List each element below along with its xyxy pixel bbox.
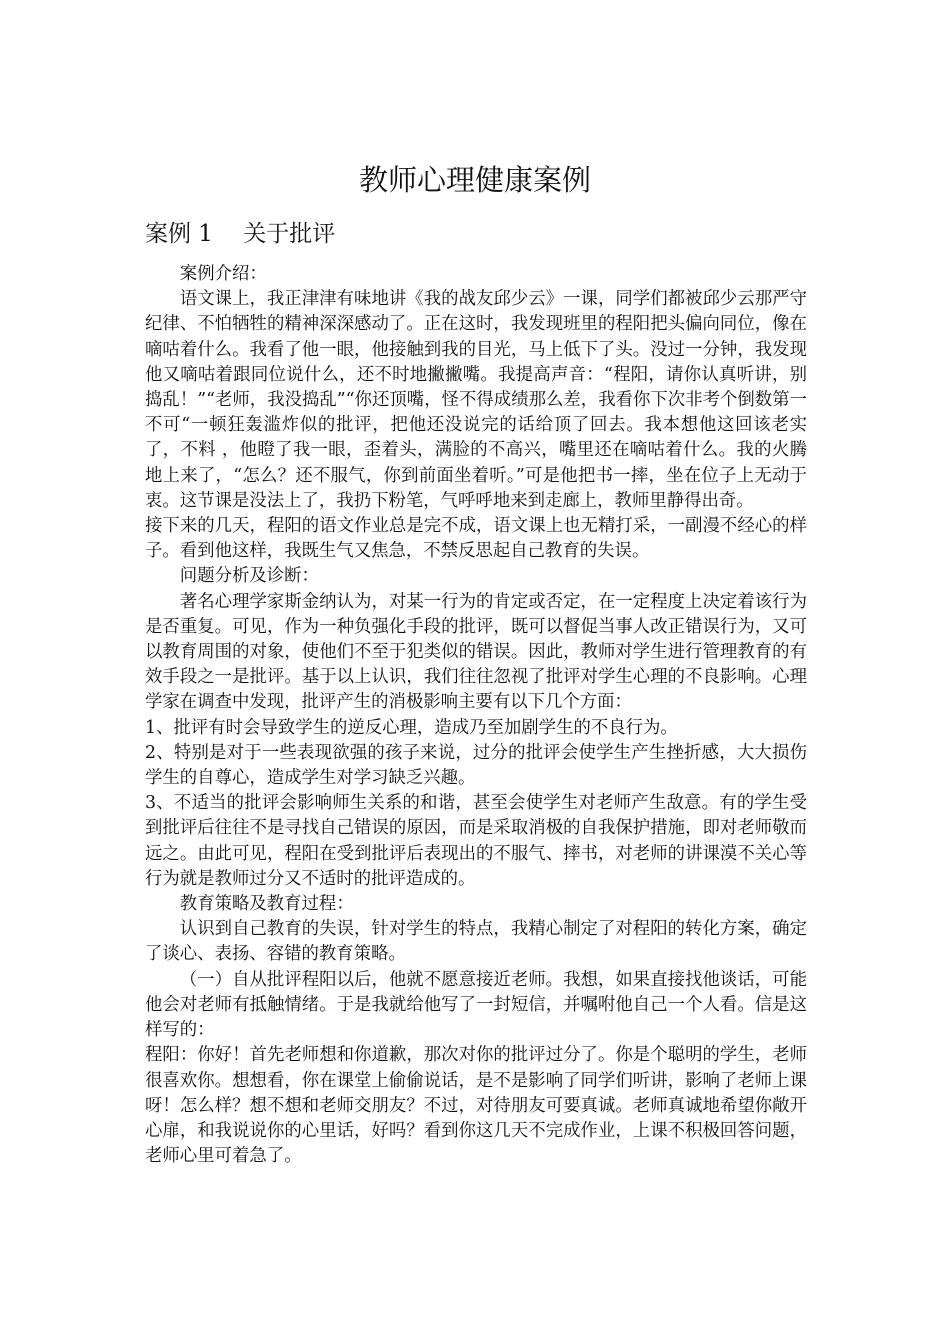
list-item-2: 2、特别是对于一些表现欲强的孩子来说，过分的批评会使学生产生挫折感，大大损伤学生的自尊心，造成学生对学习缺乏兴趣。 bbox=[145, 742, 807, 789]
document-body bbox=[145, 262, 807, 1169]
paragraph-step-one: （一）自从批评程阳以后，他就不愿意接近老师。我想，如果直接找他谈话，可能他会对老师有抵触情绪。于是我就给他写了一封短信，并嘱咐他自己一个人看。信是这样写的： bbox=[145, 969, 807, 1041]
paragraph-case-intro-label: 案例介绍： bbox=[179, 264, 267, 284]
paragraph-strategy: 认识到自己教育的失误，针对学生的特点，我精心制定了对程阳的转化方案，确定了谈心、表扬、容错的教育策略。 bbox=[145, 919, 807, 965]
paragraph-letter: 程阳：你好！首先老师想和你道歉，那次对你的批评过分了。你是个聪明的学生，老师很喜欢你。想想看，你在课堂上偷偷说话，是不是影响了同学们听讲，影响了老师上课呀！怎么样？想不想和老师交朋友？不过，对待朋友可要真诚。老师真诚地希望你敞开心扉，和我说说你的心里话，好吗？看到你这几天不完成作业，上课不积极回答问题，老师心里可着急了。 bbox=[145, 1045, 807, 1167]
paragraph-case-story: 语文课上，我正津津有味地讲《我的战友邱少云》一课，同学们都被邱少云那严守纪律、不怕牺牲的精神深深感动了。正在这时，我发现班里的程阳把头偏向同位，像在嘀咕着什么。我看了他一眼，他接触到我的目光，马上低下了头。没过一分钟，我发现他又嘀咕着跟同位说什么，还不时地撇撇嘴。我提高声音：“程阳，请你认真听讲，别捣乱！”“老师，我没捣乱”“你还顶嘴，怪不得成绩那么差，我看你下次非考个倒数第一不可“一顿狂轰滥炸似的批评，把他还没说完的话给顶了回去。我本想他这回该老实了，不料 ，他瞪了我一眼，歪着头，满脸的不高兴，嘴里还在嘀咕着什么。我的火腾地上来了，“怎么？还不服气，你到前面坐着听。”可是他把书一摔，坐在位子上无动于衷。这节课是没法上了，我扔下粉笔，气呼呼地来到走廊上，教师里静得出奇。 bbox=[145, 289, 807, 511]
list-item-3: 3、不适当的批评会影响师生关系的和谐，甚至会使学生对老师产生敌意。有的学生受到批评后往往不是寻找自己错误的原因，而是采取消极的自我保护措施，即对老师敬而远之。由此可见，程阳在受到批评后表现出的不服气、摔书，对老师的讲课漠不关心等行为就是教师过分又不适时的批评造成的。 bbox=[145, 793, 807, 889]
paragraph-following-days: 接下来的几天，程阳的语文作业总是完不成，语文课上也无精打采，一副漫不经心的样子。看到他这样，我既生气又焦急，不禁反思起自己教育的失误。 bbox=[145, 516, 807, 562]
paragraph-analysis: 著名心理学家斯金纳认为，对某一行为的肯定或否定，在一定程度上决定着该行为是否重复。可见，作为一种负强化手段的批评，既可以督促当事人改正错误行为，又可以教育周围的对象，使他们不至于犯类似的错误。因此，教师对学生进行管理教育的有效手段之一是批评。基于以上认识，我们往往忽视了批评对学生心理的不良影响。心理学家在调查中发现，批评产生的消极影响主要有以下几个方面： bbox=[145, 591, 807, 713]
paragraph-strategy-label: 教育策略及教育过程： bbox=[179, 894, 354, 915]
paragraph-analysis-label: 问题分析及诊断： bbox=[179, 566, 319, 587]
document-title: 教师心理健康案例 bbox=[358, 163, 591, 197]
list-item-1: 1、批评有时会导致学生的逆反心理，造成乃至加剧学生的不良行为。 bbox=[145, 717, 678, 738]
section-heading: 案例 1 关于批评 bbox=[145, 221, 336, 247]
